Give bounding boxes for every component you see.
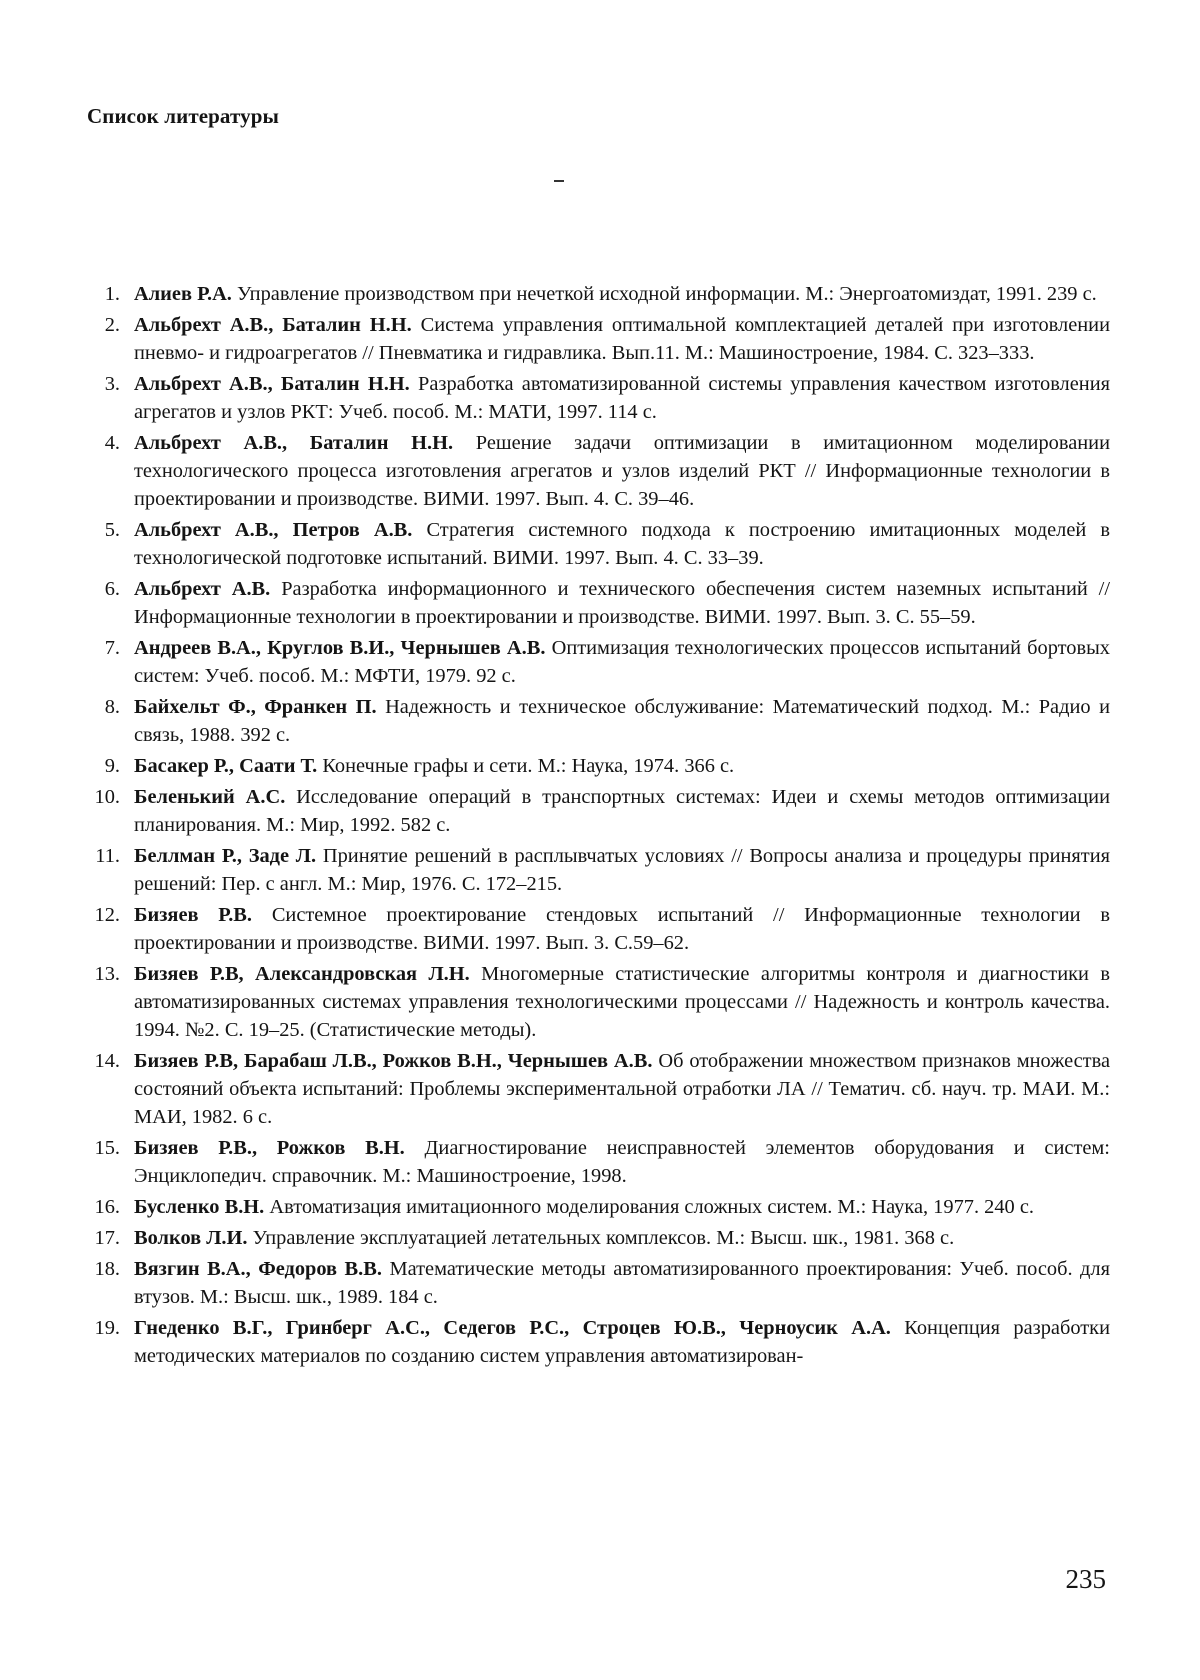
reference-item [86,842,1110,898]
reference-authors: Бизяев Р.В., Рожков В.Н. [134,1137,405,1159]
reference-text: Принятие решений в расплывчатых условиях // Вопросы анализа и процедуры принятия решений: Пер. с англ. М.: Мир, 1976. С. 172–215. [134,845,1110,895]
reference-authors: Байхельт Ф., Франкен П. [134,696,377,718]
reference-number: 2. [104,314,120,336]
reference-number: 11. [95,845,120,867]
reference-text: Разработка автоматизированной системы управления качеством изготовления агрегатов и узлов РКТ: Учеб. пособ. М.: МАТИ, 1997. 114 с. [134,373,1110,423]
reference-item [86,693,1110,749]
reference-text: Управление эксплуатацией летательных комплексов. М.: Высш. шк., 1981. 368 с. [252,1227,955,1249]
reference-item [86,1047,1110,1131]
reference-item [86,1255,1110,1311]
reference-number: 1. [104,283,120,305]
reference-item [86,370,1110,426]
reference-authors: Андреев В.А., Круглов В.И., Чернышев А.В. [134,637,546,659]
stray-mark [554,180,564,182]
reference-authors: Вязгин В.А., Федоров В.В. [134,1258,382,1280]
reference-authors: Бизяев Р.В. [134,904,253,926]
reference-item [86,575,1110,631]
reference-number: 3. [104,373,120,395]
reference-item [86,1224,1110,1252]
reference-authors: Альбрехт А.В., Баталин Н.Н. [134,314,412,336]
reference-authors: Альбрехт А.В., Петров А.В. [134,519,413,541]
reference-number: 10. [94,786,120,808]
reference-authors: Басакер Р., Саати Т. [134,755,318,777]
reference-authors: Бусленко В.Н. [134,1196,265,1218]
reference-number: 14. [94,1050,120,1072]
reference-text: Многомерные статистические алгоритмы контроля и диагностики в автоматизированных системах управления технологическими процессами // Надежность и контроль качества. 1994. №2. С. 19–25. (Статистические методы). [134,963,1110,1041]
reference-authors: Альбрехт А.В. [134,578,271,600]
reference-number: 17. [94,1227,120,1249]
reference-authors: Беленький А.С. [134,786,286,808]
reference-number: 9. [104,755,120,777]
reference-number: 12. [94,904,120,926]
reference-authors: Альбрехт А.В., Баталин Н.Н. [134,373,410,395]
reference-text: Разработка информационного и технического обеспечения систем наземных испытаний // Информационные технологии в проектировании и производстве. ВИМИ. 1997. Вып. 3. С. 55–59. [134,578,1111,628]
reference-item [86,1134,1110,1190]
reference-item [86,280,1110,308]
reference-authors: Альбрехт А.В., Баталин Н.Н. [134,432,454,454]
reference-number: 16. [94,1196,120,1218]
reference-item [86,429,1110,513]
reference-number: 15. [94,1137,120,1159]
reference-text: Управление производством при нечеткой исходной информации. М.: Энергоатомиздат, 1991. 239 с. [237,283,1097,305]
reference-item [86,311,1110,367]
reference-item [86,960,1110,1044]
reference-number: 6. [104,578,120,600]
reference-item [86,1314,1110,1370]
reference-list [86,280,1110,1373]
reference-item [86,634,1110,690]
reference-text: Диагностирование неисправностей элементов оборудования и систем: Энциклопедич. справочник. М.: Машиностроение, 1998. [134,1137,1110,1187]
reference-text: Системное проектирование стендовых испытаний // Информационные технологии в проектировании и производстве. ВИМИ. 1997. Вып. 3. С.59–62. [134,904,1110,954]
reference-item [86,752,1110,780]
reference-number: 8. [104,696,120,718]
reference-number: 4. [104,432,120,454]
reference-authors: Волков Л.И. [134,1227,248,1249]
reference-number: 13. [94,963,120,985]
reference-text: Решение задачи оптимизации в имитационном моделировании технологического процесса изготовления агрегатов и узлов изделий РКТ // Информационные технологии в проектировании и производстве. ВИМИ. 1997. Вып. 4. С. 39–46. [134,432,1110,510]
reference-item [86,516,1110,572]
reference-text: Математические методы автоматизированного проектирования: Учеб. пособ. для втузов. М.: Высш. шк., 1989. 184 с. [134,1258,1110,1308]
reference-text: Конечные графы и сети. М.: Наука, 1974. 366 с. [322,755,735,777]
reference-text: Стратегия системного подхода к построению имитационных моделей в технологической подготовке испытаний. ВИМИ. 1997. Вып. 4. С. 33–39. [134,519,1110,569]
reference-number: 7. [104,637,120,659]
reference-authors: Бизяев Р.В, Барабаш Л.В., Рожков В.Н., Чернышев А.В. [134,1050,653,1072]
reference-authors: Бизяев Р.В, Александровская Л.Н. [134,963,470,985]
reference-number: 19. [94,1317,120,1339]
reference-authors: Беллман Р., Заде Л. [134,845,317,867]
reference-text: Оптимизация технологических процессов испытаний бортовых систем: Учеб. пособ. М.: МФТИ, 1979. 92 с. [134,637,1110,687]
reference-item [86,783,1110,839]
reference-item [86,1193,1110,1221]
reference-number: 5. [104,519,120,541]
reference-authors: Гнеденко В.Г., Гринберг А.С., Седегов Р.С., Строцев Ю.В., Черноусик А.А. [134,1317,891,1339]
page-title: Список литературы [87,104,280,128]
reference-number: 18. [94,1258,120,1280]
reference-text: Автоматизация имитационного моделирования сложных систем. М.: Наука, 1977. 240 с. [269,1196,1034,1218]
reference-text: Надежность и техническое обслуживание: Математический подход. М.: Радио и связь, 1988. 392 с. [134,696,1110,746]
reference-item [86,901,1110,957]
reference-text: Концепция разработки методических материалов по созданию систем управления автоматизирован- [134,1317,1110,1367]
page-number: 235 [1065,1564,1106,1594]
reference-text: Система управления оптимальной комплектацией деталей при изготовлении пневмо- и гидроагрегатов // Пневматика и гидравлика. Вып.11. М.: Машиностроение, 1984. С. 323–333. [134,314,1110,364]
reference-authors: Алиев Р.А. [134,283,232,305]
reference-text: Исследование операций в транспортных системах: Идеи и схемы методов оптимизации планирования. М.: Мир, 1992. 582 с. [134,786,1110,836]
reference-text: Об отображении множеством признаков множества состояний объекта испытаний: Проблемы экспериментальной отработки ЛА // Тематич. сб. науч. тр. МАИ. М.: МАИ, 1982. 6 с. [134,1050,1110,1128]
